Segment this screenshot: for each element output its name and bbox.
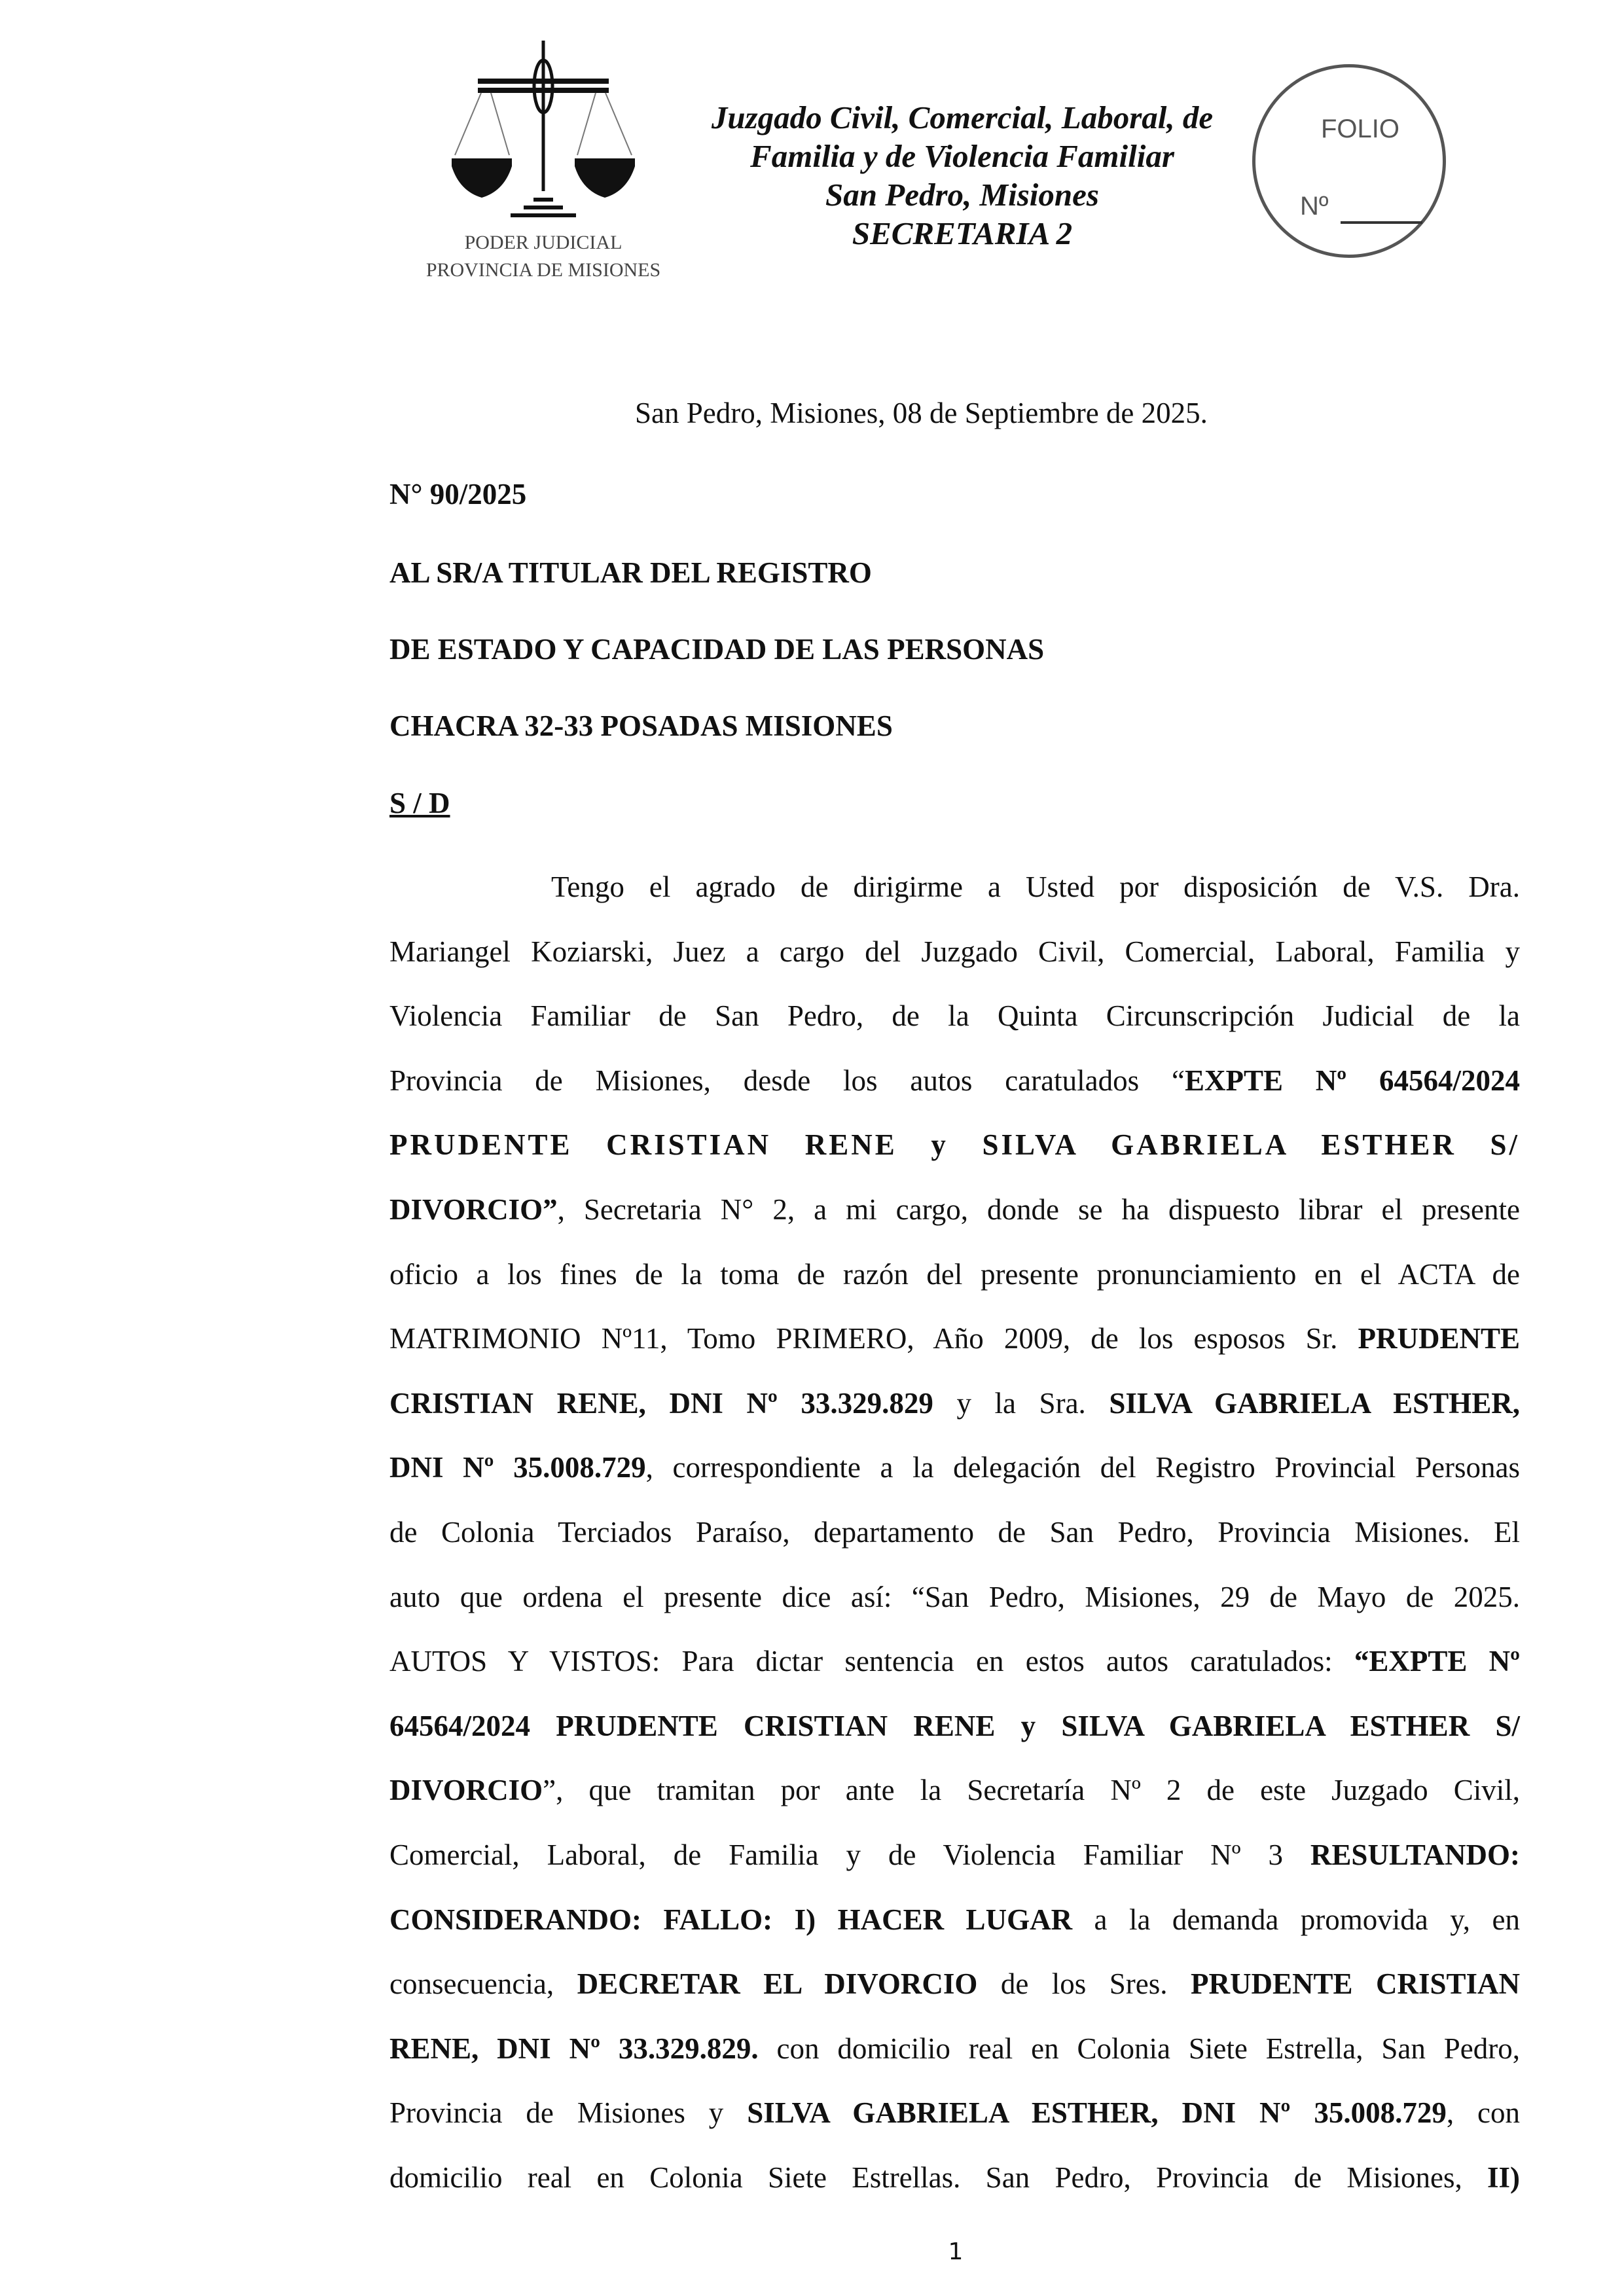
date-line: San Pedro, Misiones, 08 de Septiembre de 2025.	[635, 397, 1208, 429]
court-line: SECRETARIA 2	[852, 215, 1073, 251]
body-line	[389, 1888, 1520, 1952]
text: oficio a los fines de la toma de razón del presente pronunciamiento en el ACTA de	[389, 1257, 1520, 1291]
bold-text: DNI Nº 35.008.729	[389, 1451, 646, 1484]
body-line	[389, 1758, 1520, 1823]
text: Tengo el agrado de dirigirme a Usted por disposición de V.S. Dra.	[551, 870, 1520, 903]
addressee-line: AL SR/A TITULAR DEL REGISTRO	[389, 556, 872, 589]
court-line: Juzgado Civil, Comercial, Laboral, de	[711, 99, 1214, 135]
body-line	[389, 920, 1520, 984]
text: Provincia de Misiones y	[389, 2096, 748, 2130]
text: ”, que tramitan por ante la Secretaría Nº 2 de este Juzgado Civil,	[543, 1774, 1520, 1807]
court-line: San Pedro, Misiones	[825, 177, 1099, 213]
bold-text: PRUDENTE CRISTIAN RENE y SILVA GABRIELA ESTHER S/	[389, 1128, 1520, 1162]
bold-text: 64564/2024 PRUDENTE CRISTIAN RENE y SILVA GABRIELA ESTHER S/	[389, 1709, 1520, 1742]
body-line	[389, 1565, 1520, 1630]
body-line	[389, 1113, 1520, 1177]
text: Violencia Familiar de San Pedro, de la Quinta Circunscripción Judicial de la	[389, 999, 1520, 1033]
bold-text: EXPTE Nº 64564/2024	[1184, 1064, 1521, 1097]
page-number: 1	[948, 2238, 964, 2265]
text: Provincia de Misiones, desde los autos caratulados “	[389, 1064, 1185, 1097]
body-line	[389, 2017, 1520, 2081]
bold-text: RESULTANDO:	[1310, 1838, 1520, 1871]
bold-text: PRUDENTE CRISTIAN	[1190, 1967, 1521, 2001]
bold-text: DIVORCIO”	[389, 1193, 558, 1226]
body-text	[389, 855, 1520, 2210]
addressee-line: CHACRA 32-33 POSADAS MISIONES	[389, 709, 893, 742]
bold-text: SILVA GABRIELA ESTHER,	[1109, 1386, 1520, 1420]
bold-text: DECRETAR EL DIVORCIO	[577, 1967, 978, 2001]
bold-text: II)	[1487, 2161, 1520, 2194]
folio-stamp	[1252, 64, 1446, 258]
body-line	[389, 1306, 1520, 1371]
text: Comercial, Laboral, de Familia y de Violencia Familiar Nº 3	[389, 1838, 1310, 1871]
text: Mariangel Koziarski, Juez a cargo del Juzgado Civil, Comercial, Laboral, Familia y	[389, 935, 1520, 968]
text: de Colonia Terciados Paraíso, departamento de San Pedro, Provincia Misiones. El	[389, 1515, 1520, 1549]
text: consecuencia,	[389, 1967, 577, 2001]
body-line	[389, 1694, 1520, 1759]
body-line	[389, 1629, 1520, 1694]
folio-number-label: Nº	[1300, 192, 1329, 221]
addressee-line: DE ESTADO Y CAPACIDAD DE LAS PERSONAS	[389, 633, 1045, 666]
body-line	[389, 2081, 1520, 2145]
body-line	[389, 1952, 1520, 2017]
document-number: N° 90/2025	[389, 478, 527, 511]
bold-text: CONSIDERANDO: FALLO: I) HACER LUGAR	[389, 1903, 1073, 1936]
body-line	[389, 1177, 1520, 1242]
sd-label: S / D	[389, 787, 450, 819]
bold-text: SILVA GABRIELA ESTHER, DNI Nº 35.008.729	[747, 2096, 1447, 2130]
text: de los Sres.	[977, 1967, 1191, 2001]
text: , correspondiente a la delegación del Registro Provincial Personas	[645, 1451, 1520, 1484]
body-line	[389, 1242, 1520, 1307]
body-line	[389, 1823, 1520, 1888]
text: domicilio real en Colonia Siete Estrellas. San Pedro, Provincia de Misiones,	[389, 2161, 1487, 2194]
body-line	[389, 984, 1520, 1049]
court-heading	[674, 98, 1250, 253]
bold-text: “EXPTE Nº	[1354, 1645, 1520, 1678]
text: , Secretaria N° 2, a mi cargo, donde se ha dispuesto librar el presente	[557, 1193, 1520, 1226]
bold-text: PRUDENTE	[1358, 1322, 1520, 1355]
folio-label: FOLIO	[1321, 115, 1400, 143]
body-line	[389, 1435, 1520, 1500]
logo-text-1: PODER JUDICIAL	[464, 232, 623, 253]
poder-judicial-logo	[406, 41, 681, 293]
body-line	[389, 1500, 1520, 1565]
folio-number-blank	[1341, 221, 1422, 224]
body-line	[389, 855, 1520, 920]
bold-text: RENE, DNI Nº 33.329.829.	[389, 2032, 759, 2065]
text: auto que ordena el presente dice así: “San Pedro, Misiones, 29 de Mayo de 2025.	[389, 1580, 1520, 1613]
body-line	[389, 1049, 1520, 1113]
body-line	[389, 2145, 1520, 2210]
text: y la Sra.	[933, 1386, 1110, 1420]
body-line	[389, 1371, 1520, 1436]
scales-of-justice-icon	[406, 41, 681, 293]
text: a la demanda promovida y, en	[1072, 1903, 1520, 1936]
text: , con	[1446, 2096, 1520, 2130]
bold-text: DIVORCIO	[389, 1774, 543, 1807]
bold-text: CRISTIAN RENE, DNI Nº 33.329.829	[389, 1386, 933, 1420]
text: MATRIMONIO Nº11, Tomo PRIMERO, Año 2009, de los esposos Sr.	[389, 1322, 1358, 1355]
text: AUTOS Y VISTOS: Para dictar sentencia en estos autos caratulados:	[389, 1645, 1354, 1678]
court-line: Familia y de Violencia Familiar	[750, 138, 1174, 174]
logo-text-2: PROVINCIA DE MISIONES	[425, 259, 661, 281]
text: con domicilio real en Colonia Siete Estrella, San Pedro,	[758, 2032, 1520, 2065]
